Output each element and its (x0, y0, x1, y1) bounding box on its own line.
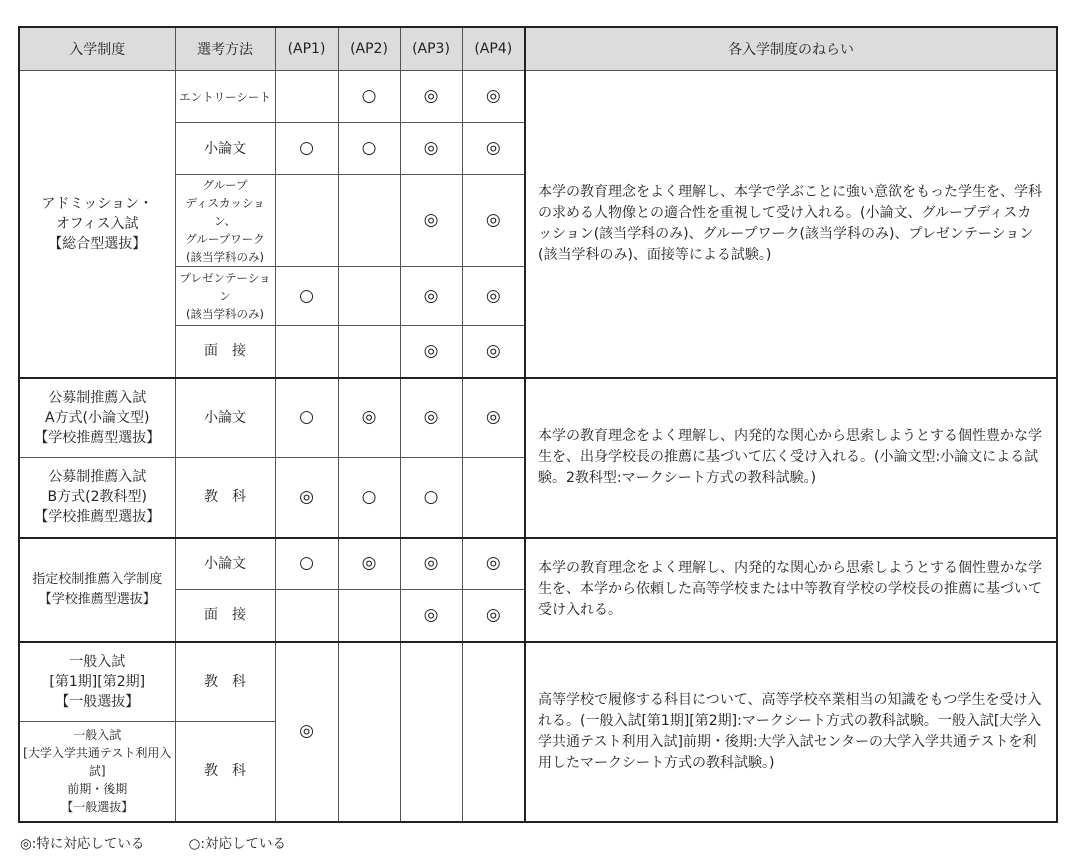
cell-ap3: ◎ (400, 175, 462, 267)
cell-ap2: ◎ (338, 538, 400, 590)
seido-ao: アドミッション・ オフィス入試 【総合型選抜】 (19, 71, 175, 378)
seido-ippan-1: 一般入試 [第1期][第2期] 【一般選抜】 (19, 642, 175, 722)
cell-ap3: ◎ (400, 326, 462, 378)
cell-ap3: ◎ (400, 590, 462, 642)
cell-ap1 (275, 175, 338, 267)
aim-kobo: 本学の教育理念をよく理解し、内発的な関心から思索しようとする個性豊かな学生を、出身学校長の推薦に基づいて広く受け入れる。(小論文型:小論文による試験。2教科型:マークシート方式の教科試験。) (525, 378, 1057, 538)
cell-ap4: ◎ (462, 326, 525, 378)
header-ap1: (AP1) (275, 27, 338, 71)
aim-shitei: 本学の教育理念をよく理解し、内発的な関心から思索しようとする個性豊かな学生を、本学から依頼した高等学校または中等教育学校の学校長の推薦に基づいて受け入れる。 (525, 538, 1057, 642)
header-ap4: (AP4) (462, 27, 525, 71)
cell-ap3 (400, 642, 462, 822)
header-ap2: (AP2) (338, 27, 400, 71)
cell-ap3: ◎ (400, 267, 462, 326)
cell-ap1 (275, 71, 338, 123)
cell-ap3: ◎ (400, 378, 462, 458)
legend-single: ○:対応している (188, 836, 286, 852)
table-row (19, 378, 1057, 458)
table-row (19, 642, 1057, 722)
cell-ap1 (275, 590, 338, 642)
table-row (19, 538, 1057, 590)
cell-ap4 (462, 458, 525, 538)
aim-ao: 本学の教育理念をよく理解し、本学で学ぶことに強い意欲をもった学生を、学科の求める人物像との適合性を重視して受け入れる。(小論文、グループディスカッション(該当学科のみ)、グループワーク(該当学科のみ)、プレゼンテーション(該当学科のみ)、面接等による試験。) (525, 71, 1057, 378)
seido-shitei: 指定校制推薦入学制度 【学校推薦型選抜】 (19, 538, 175, 642)
cell-ap4: ◎ (462, 123, 525, 175)
cell-ap2 (338, 267, 400, 326)
cell-ap2 (338, 175, 400, 267)
cell-ap1 (275, 326, 338, 378)
header-ap3: (AP3) (400, 27, 462, 71)
cell-ap1: ○ (275, 538, 338, 590)
cell-ap2: ○ (338, 71, 400, 123)
method-group-discussion: グループ ディスカッション、 グループワーク (該当学科のみ) (175, 175, 275, 267)
cell-ap2: ○ (338, 458, 400, 538)
method-essay: 小論文 (175, 378, 275, 458)
header-method: 選考方法 (175, 27, 275, 71)
cell-ap2 (338, 642, 400, 822)
table-row (19, 71, 1057, 123)
cell-ap1: ○ (275, 378, 338, 458)
cell-ap1: ○ (275, 123, 338, 175)
cell-ap3: ◎ (400, 71, 462, 123)
cell-ap4 (462, 642, 525, 822)
cell-ap4: ◎ (462, 267, 525, 326)
cell-ap2 (338, 326, 400, 378)
method-subjects: 教 科 (175, 642, 275, 722)
cell-ap1: ○ (275, 267, 338, 326)
cell-ap3: ○ (400, 458, 462, 538)
seido-kobo-a: 公募制推薦入試 A方式(小論文型) 【学校推薦型選抜】 (19, 378, 175, 458)
admission-policy-table (18, 26, 1058, 823)
legend-double: ◎:特に対応している (20, 836, 145, 852)
method-subjects: 教 科 (175, 458, 275, 538)
aim-ippan: 高等学校で履修する科目について、高等学校卒業相当の知識をもつ学生を受け入れる。(一般入試[第1期][第2期]:マークシート方式の教科試験。一般入試[大学入学共通テスト利用入試]前期・後期:大学入試センターの大学入学共通テストを利用したマークシート方式の教科試験。) (525, 642, 1057, 822)
seido-kobo-b: 公募制推薦入試 B方式(2教科型) 【学校推薦型選抜】 (19, 458, 175, 538)
cell-ap4: ◎ (462, 175, 525, 267)
method-interview: 面 接 (175, 326, 275, 378)
method-presentation: プレゼンテーション (該当学科のみ) (175, 267, 275, 326)
legend (20, 832, 326, 852)
cell-ap4: ◎ (462, 378, 525, 458)
method-entry-sheet: エントリーシート (175, 71, 275, 123)
method-interview: 面 接 (175, 590, 275, 642)
method-essay: 小論文 (175, 123, 275, 175)
cell-ap2: ◎ (338, 378, 400, 458)
cell-ap3: ◎ (400, 123, 462, 175)
seido-ippan-2: 一般入試 [大学入学共通テスト利用入試] 前期・後期 【一般選抜】 (19, 722, 175, 822)
cell-ap2: ○ (338, 123, 400, 175)
cell-ap2 (338, 590, 400, 642)
header-aim: 各入学制度のねらい (525, 27, 1057, 71)
header-row (19, 27, 1057, 71)
cell-ap4: ◎ (462, 71, 525, 123)
cell-ap4: ◎ (462, 538, 525, 590)
method-subjects: 教 科 (175, 722, 275, 822)
header-seido: 入学制度 (19, 27, 175, 71)
cell-ap1: ◎ (275, 458, 338, 538)
method-essay: 小論文 (175, 538, 275, 590)
cell-ap1: ◎ (275, 642, 338, 822)
cell-ap3: ◎ (400, 538, 462, 590)
cell-ap4: ◎ (462, 590, 525, 642)
